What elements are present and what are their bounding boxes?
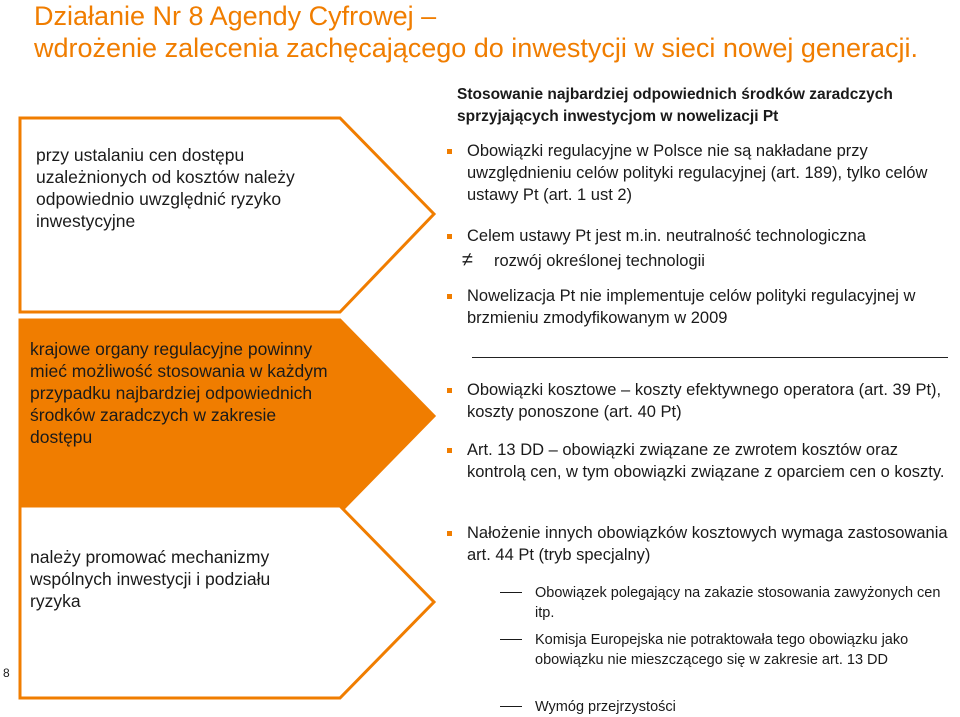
bullet-text: Obowiązki regulacyjne w Polsce nie są nakładane przy uwzględnieniu celów polityki regulacyjnej (art. 189), tylko celów ustawy Pt (art. 1 ust 2) — [467, 142, 928, 204]
page-number: 8 — [3, 666, 10, 680]
sub-item-text: Komisja Europejska nie potraktowała tego obowiązku jako obowiązku nie mieszczącego się w zakresie art. 13 DD — [535, 632, 909, 668]
bullet-text: Art. 13 DD – obowiązki związane ze zwrotem kosztów oraz kontrolą cen, w tym obowiązki związane z oparciem cen o koszty. — [467, 441, 945, 481]
bullet-text: Celem ustawy Pt jest m.in. neutralność technologiczna — [467, 227, 866, 245]
bullet-text: rozwój określonej technologii — [494, 252, 705, 270]
dash-icon — [500, 639, 522, 640]
right-heading: Stosowanie najbardziej odpowiednich środków zaradczych sprzyjających inwestycjom w nowelizacji Pt — [457, 86, 893, 125]
bullet-square-icon — [447, 448, 452, 453]
arrow-text-3: należy promować mechanizmy wspólnych inwestycji i podziału ryzyka — [30, 547, 271, 611]
title-line-2: wdrożenie zalecenia zachęcającego do inwestycji w sieci nowej generacji. — [34, 33, 918, 63]
arrow-block-2 — [18, 318, 438, 516]
bullet-square-icon — [447, 388, 452, 393]
arrow-block-3 — [18, 504, 438, 702]
bullet-text: Obowiązki kosztowe – koszty efektywnego operatora (art. 39 Pt), koszty ponoszone (art. 40 Pt) — [467, 381, 942, 421]
bullet-square-icon — [447, 149, 452, 154]
sub-item-text: Obowiązek polegający na zakazie stosowania zawyżonych cen itp. — [535, 585, 941, 621]
dash-icon — [500, 592, 522, 593]
bullet-text: Nowelizacja Pt nie implementuje celów polityki regulacyjnej w brzmieniu zmodyfikowanym w 2009 — [467, 287, 916, 327]
bullet-square-icon — [447, 234, 452, 239]
sub-item-text: Wymóg przejrzystości — [535, 699, 676, 715]
bullet-square-icon — [447, 294, 452, 299]
separator-line — [472, 357, 948, 358]
title-line-1: Działanie Nr 8 Agendy Cyfrowej – — [34, 1, 437, 31]
not-equal-icon: ≠ — [462, 249, 473, 271]
bullet-square-icon — [447, 531, 452, 536]
arrow-text-1: przy ustalaniu cen dostępu uzależnionych od kosztów należy odpowiednio uwzględnić ryzyko inwestycyjne — [36, 145, 295, 231]
dash-icon — [500, 706, 522, 707]
arrow-text-2: krajowe organy regulacyjne powinny mieć możliwość stosowania w każdym przypadku najbardziej odpowiednich środków zaradczych w zakresie dostępu — [30, 339, 328, 447]
bullet-text: Nałożenie innych obowiązków kosztowych wymaga zastosowania art. 44 Pt (tryb specjalny) — [467, 524, 948, 564]
arrow-block-1 — [18, 116, 438, 316]
